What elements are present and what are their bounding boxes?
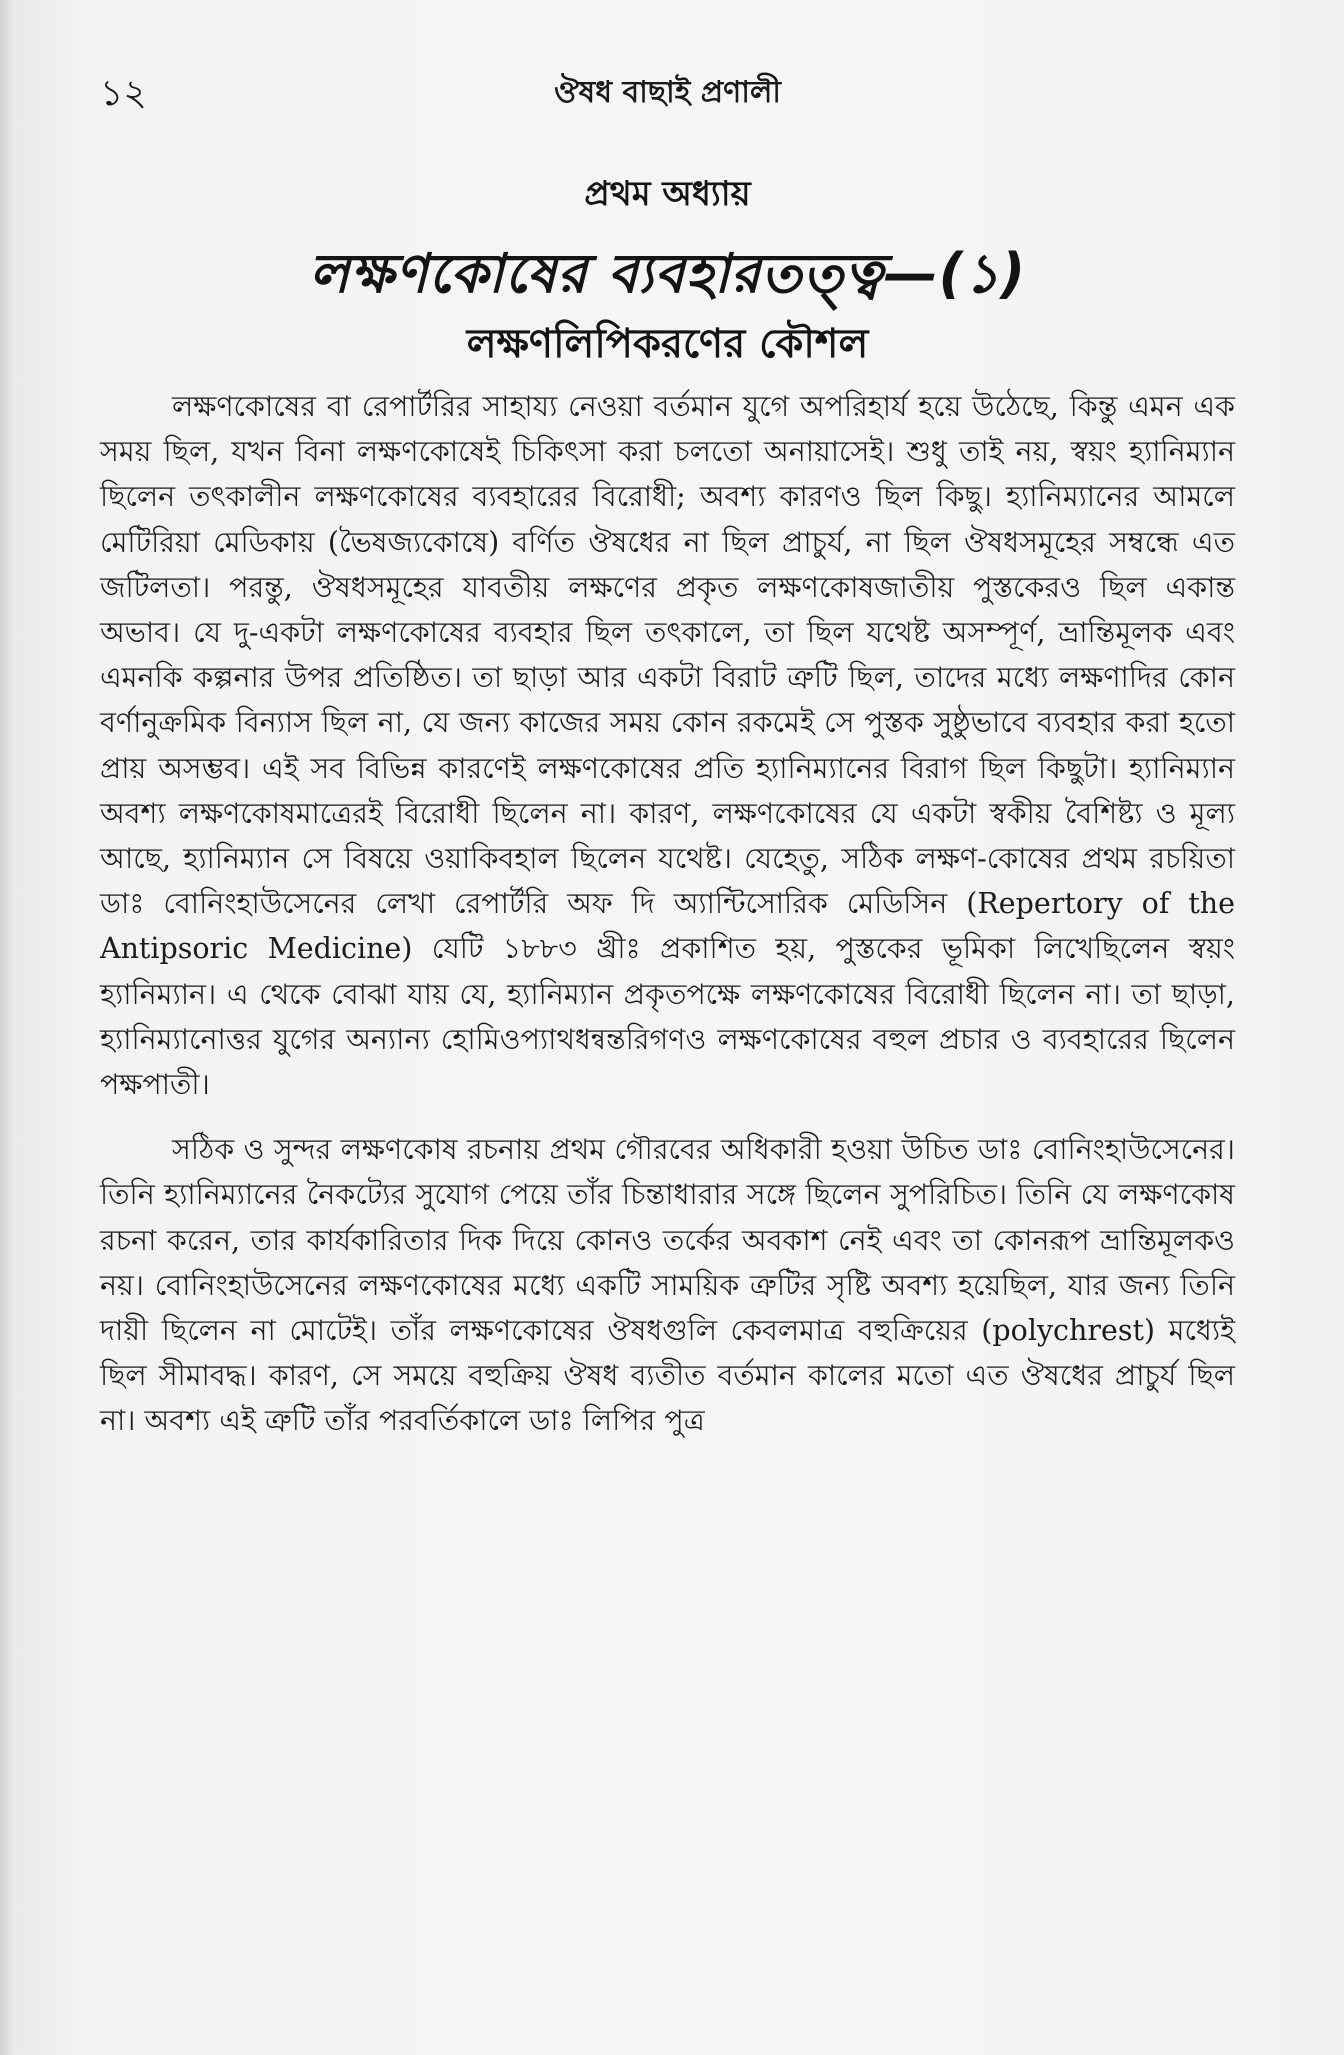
paragraph-2: সঠিক ও সুন্দর লক্ষণকোষ রচনায় প্রথম গৌরবের অধিকারী হওয়া উচিত ডাঃ বোনিংহাউসেনের। তিনি হ্যানিম্যানের নৈকট্যের সুযোগ পেয়ে তাঁর চিন্তাধারার সঙ্গে ছিলেন সুপরিচিত। তিনি যে লক্ষণকোষ রচনা করেন, তার কার্যকারিতার দিক দিয়ে কোনও তর্কের অবকাশ নেই এবং তা কোনরূপ ভ্রান্তিমূলকও নয়। বোনিংহাউসেনের লক্ষণকোষের মধ্যে একটি সাময়িক ত্রুটির সৃষ্টি অবশ্য হয়েছিল, যার জন্য তিনি দায়ী ছিলেন না মোটেই। তাঁর লক্ষণকোষের ঔষধগুলি কেবলমাত্র বহুক্রিয়ের (polychrest) মধ্যেই ছিল সীমাবদ্ধ। কারণ, সে সময়ে বহুক্রিয় ঔষধ ব্যতীত বর্তমান কালের মতো এত ঔষধের প্রাচুর্য ছিল না। অবশ্য এই ত্রুটি তাঁর পরবর্তিকালে ডাঃ লিপির পুত্র	[100, 1133, 1235, 1438]
body-text	[100, 384, 1235, 1444]
page-header	[100, 66, 1235, 126]
chapter-title: লক্ষণকোষের ব্যবহারতত্ত্ব—(১)	[308, 242, 1027, 305]
running-title: ঔষধ বাছাই প্রণালী	[554, 75, 781, 110]
section-title: লক্ষণলিপিকরণের কৌশল	[466, 321, 869, 367]
chapter-label: প্রথম অধ্যায়	[584, 174, 751, 214]
paragraph-1: লক্ষণকোষের বা রেপার্টরির সাহায্য নেওয়া বর্তমান যুগে অপরিহার্য হয়ে উঠেছে, কিন্তু এমন এক সময় ছিল, যখন বিনা লক্ষণকোষেই চিকিৎসা করা চলতো অনায়াসেই। শুধু তাই নয়, স্বয়ং হ্যানিম্যান ছিলেন তৎকালীন লক্ষণকোষের ব্যবহারের বিরোধী; অবশ্য কারণও ছিল কিছু। হ্যানিম্যানের আমলে মেটিরিয়া মেডিকায় (ভৈষজ্যকোষে) বর্ণিত ঔষধের না ছিল প্রাচুর্য, না ছিল ঔষধসমূহের সম্বন্ধে এত জটিলতা। পরন্তু, ঔষধসমূহের যাবতীয় লক্ষণের প্রকৃত লক্ষণকোষজাতীয় পুস্তকেরও ছিল একান্ত অভাব। যে দু-একটা লক্ষণকোষের ব্যবহার ছিল তৎকালে, তা ছিল যথেষ্ট অসম্পূর্ণ, ভ্রান্তিমূলক এবং এমনকি কল্পনার উপর প্রতিষ্ঠিত। তা ছাড়া আর একটা বিরাট ত্রুটি ছিল, তাদের মধ্যে লক্ষণাদির কোন বর্ণানুক্রমিক বিন্যাস ছিল না, যে জন্য কাজের সময় কোন রকমেই সে পুস্তক সুষ্ঠুভাবে ব্যবহার করা হতো প্রায় অসম্ভব। এই সব বিভিন্ন কারণেই লক্ষণকোষের প্রতি হ্যানিম্যানের বিরাগ ছিল কিছুটা। হ্যানিম্যান অবশ্য লক্ষণকোষমাত্রেরই বিরোধী ছিলেন না। কারণ, লক্ষণকোষের যে একটা স্বকীয় বৈশিষ্ট্য ও মূল্য আছে, হ্যানিম্যান সে বিষয়ে ওয়াকিবহাল ছিলেন যথেষ্ট। যেহেতু, সঠিক লক্ষণ-কোষের প্রথম রচয়িতা ডাঃ বোনিংহাউসেনের লেখা রেপার্টরি অফ দি অ্যান্টিসোরিক মেডিসিন (Repertory of the Antipsoric Medicine) যেটি ১৮৮৩ খ্রীঃ প্রকাশিত হয়, পুস্তকের ভূমিকা লিখেছিলেন স্বয়ং হ্যানিম্যান। এ থেকে বোঝা যায় যে, হ্যানিম্যান প্রকৃতপক্ষে লক্ষণকোষের বিরোধী ছিলেন না। তা ছাড়া, হ্যানিম্যানোত্তর যুগের অন্যান্য হোমিওপ্যাথধন্বন্তরিগণও লক্ষণকোষের বহুল প্রচার ও ব্যবহারের ছিলেন পক্ষপাতী।	[100, 390, 1235, 1102]
page-gutter-shadow	[0, 0, 14, 2055]
page-number: ১২	[100, 73, 147, 114]
